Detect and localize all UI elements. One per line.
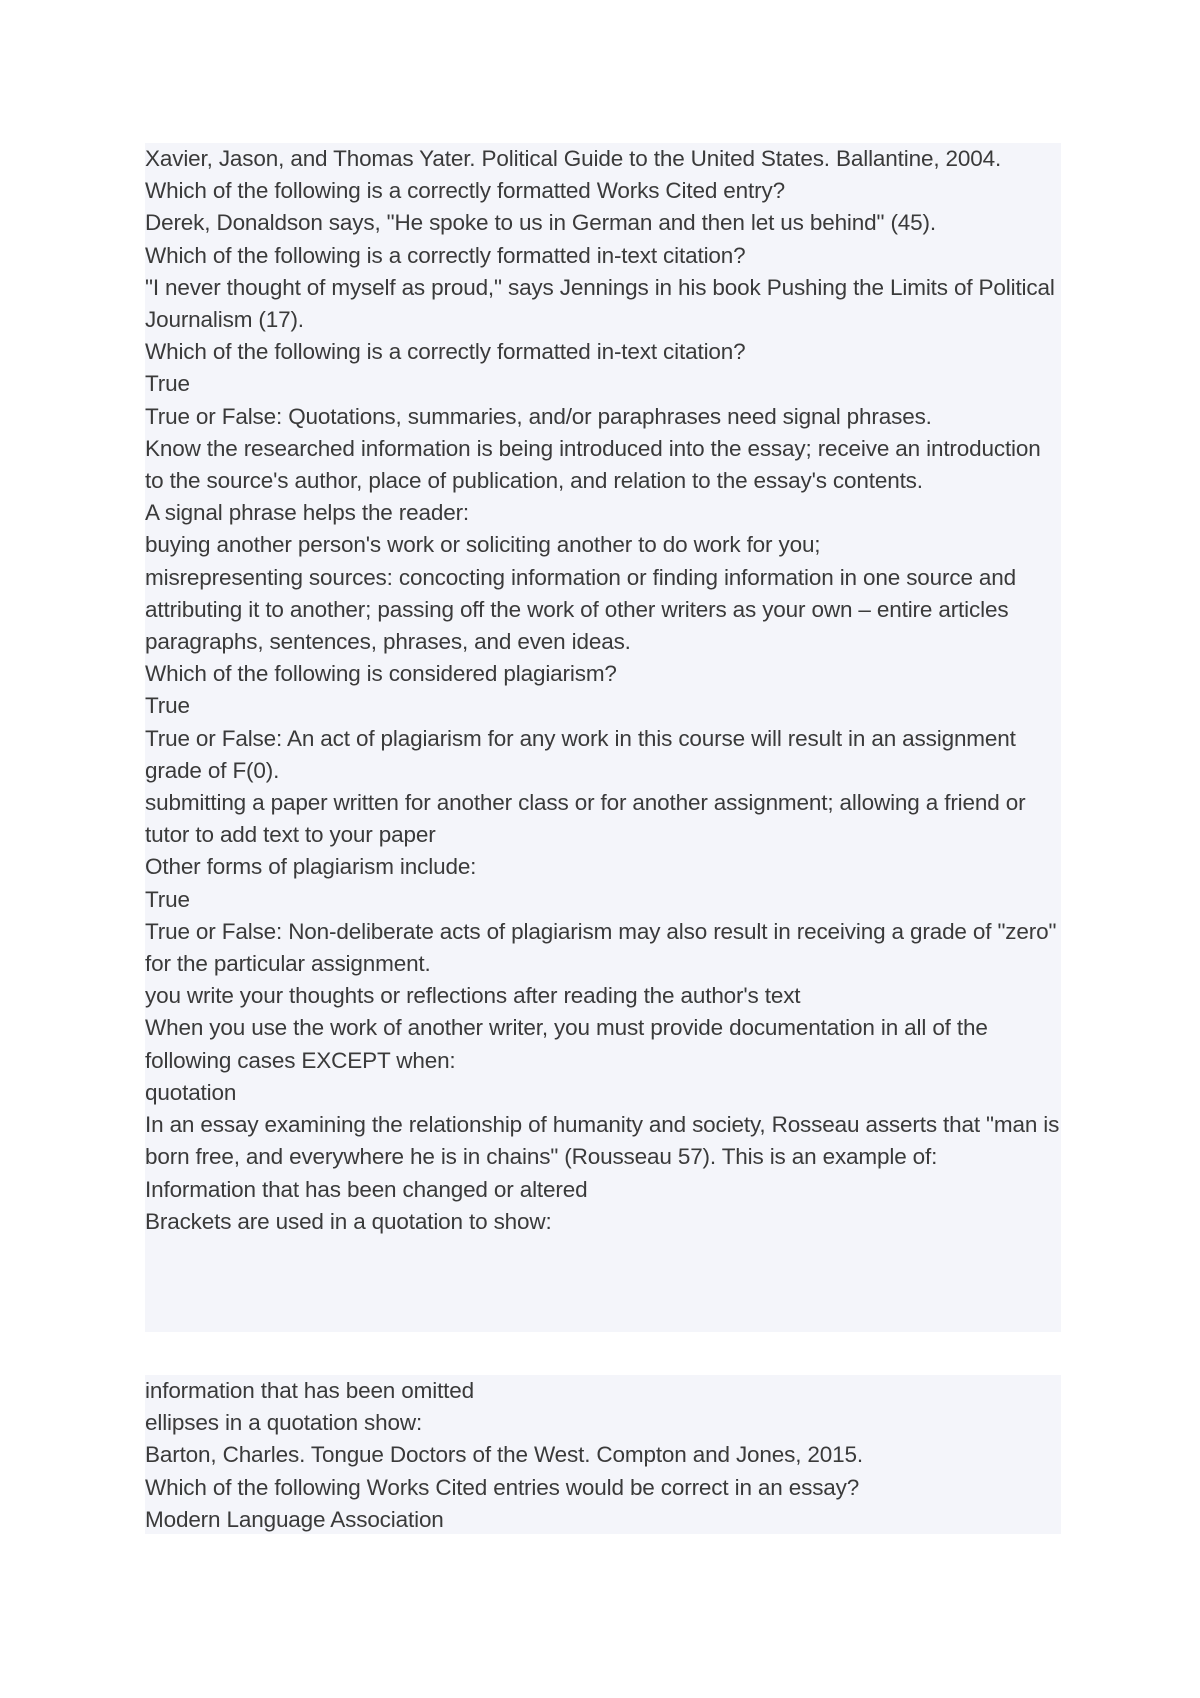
text-line: you write your thoughts or reflections after reading the author's text	[145, 983, 801, 1009]
text-line: information that has been omitted	[145, 1378, 475, 1403]
text-line: submitting a paper written for another class or for another assignment; allowing a friend or tutor to add text to your paper	[145, 790, 1026, 848]
text-line: misrepresenting sources: concocting information or finding information in one source and attributing it to another; passing off the work of other writers as your own – entire articles paragraphs, sentences, phrases, and even ideas.	[145, 564, 1017, 655]
text-line: In an essay examining the relationship of humanity and society, Rosseau asserts that "man is born free, and everywhere he is in chains" (Rousseau 57). This is an example of:	[145, 1112, 1060, 1170]
text-line: True or False: Non-deliberate acts of plagiarism may also result in receiving a grade of "zero" for the particular assignment.	[145, 918, 1057, 977]
text-line: Brackets are used in a quotation to show:	[145, 1208, 552, 1234]
text-line: True	[145, 693, 190, 719]
text-line: ellipses in a quotation show:	[145, 1410, 423, 1436]
text-line: "I never thought of myself as proud," says Jennings in his book Pushing the Limits of Political Journalism (17).	[145, 274, 1055, 333]
flashcard-text-block-2	[145, 1375, 1061, 1534]
text-line: True or False: Quotations, summaries, and/or paraphrases need signal phrases.	[145, 403, 932, 429]
text-line: buying another person's work or soliciting another to do work for you;	[145, 532, 821, 558]
text-line: Information that has been changed or altered	[145, 1176, 588, 1202]
text-line: Which of the following Works Cited entries would be correct in an essay?	[145, 1474, 860, 1500]
text-line: Modern Language Association	[145, 1506, 444, 1532]
text-line: quotation	[145, 1079, 237, 1105]
text-line: Xavier, Jason, and Thomas Yater. Political Guide to the United States. Ballantine, 2004.	[145, 146, 1002, 171]
text-line: True	[145, 371, 190, 397]
text-line: Barton, Charles. Tongue Doctors of the West. Compton and Jones, 2015.	[145, 1442, 863, 1468]
text-line: When you use the work of another writer, you must provide documentation in all of the following cases EXCEPT when:	[145, 1015, 988, 1073]
text-line: Derek, Donaldson says, "He spoke to us in German and then let us behind" (45).	[145, 210, 936, 236]
text-line: A signal phrase helps the reader:	[145, 500, 470, 526]
flashcard-text-block-1	[145, 143, 1061, 1332]
text-line: Which of the following is a correctly formatted Works Cited entry?	[145, 178, 785, 204]
text-line: Which of the following is a correctly formatted in-text citation?	[145, 242, 746, 268]
text-line: True or False: An act of plagiarism for any work in this course will result in an assignment grade of F(0).	[145, 725, 1016, 783]
text-line: True	[145, 886, 190, 912]
text-line: Which of the following is a correctly formatted in-text citation?	[145, 339, 746, 365]
text-line: Other forms of plagiarism include:	[145, 854, 477, 880]
text-line: Which of the following is considered plagiarism?	[145, 661, 617, 687]
text-line: Know the researched information is being introduced into the essay; receive an introduction to the source's author, place of publication, and relation to the essay's contents.	[145, 435, 1041, 494]
